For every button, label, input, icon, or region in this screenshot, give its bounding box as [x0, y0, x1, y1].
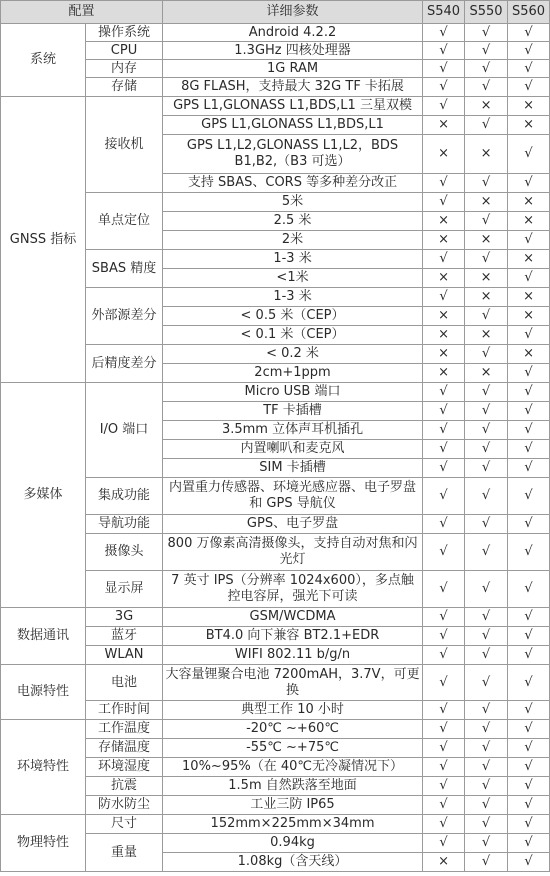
subcategory-cell: 尺寸	[86, 815, 163, 834]
mark-s560: √	[508, 364, 550, 383]
mark-s540: √	[423, 834, 465, 853]
detail-cell: GPS L1,GLONASS L1,BDS,L1	[163, 116, 423, 135]
subcategory-cell: CPU	[86, 42, 163, 60]
subcategory-cell: 内存	[86, 60, 163, 78]
detail-cell: Micro USB 端口	[163, 383, 423, 402]
mark-s540: √	[423, 24, 465, 42]
spec-body	[1, 24, 550, 872]
detail-cell: 工业三防 IP65	[163, 796, 423, 815]
detail-cell: 2cm+1ppm	[163, 364, 423, 383]
mark-s550: √	[465, 571, 508, 608]
mark-s540: √	[423, 701, 465, 720]
subcategory-cell: 单点定位	[86, 193, 163, 250]
detail-cell: GPS、电子罗盘	[163, 515, 423, 534]
detail-cell: 1-3 米	[163, 288, 423, 307]
subcategory-cell: 导航功能	[86, 515, 163, 534]
mark-s560: √	[508, 853, 550, 872]
mark-s550: ×	[465, 269, 508, 288]
detail-cell: -20℃ ~+60℃	[163, 720, 423, 739]
mark-s540: √	[423, 665, 465, 701]
mark-s560: √	[508, 459, 550, 478]
detail-cell: Android 4.2.2	[163, 24, 423, 42]
mark-s550: √	[465, 42, 508, 60]
detail-cell: WIFI 802.11 b/g/n	[163, 646, 423, 665]
detail-cell: TF 卡插槽	[163, 402, 423, 421]
mark-s540: √	[423, 720, 465, 739]
detail-cell: 3.5mm 立体声耳机插孔	[163, 421, 423, 440]
mark-s550: ×	[465, 231, 508, 250]
mark-s540: √	[423, 402, 465, 421]
mark-s540: √	[423, 288, 465, 307]
mark-s550: √	[465, 796, 508, 815]
spec-row	[1, 665, 550, 701]
mark-s540: √	[423, 97, 465, 116]
mark-s560: √	[508, 608, 550, 627]
mark-s540: √	[423, 815, 465, 834]
detail-cell: 800 万像素高清摄像头，支持自动对焦和闪光灯	[163, 534, 423, 571]
header-s550: S550	[465, 1, 508, 24]
mark-s550: √	[465, 250, 508, 269]
mark-s560: ×	[508, 345, 550, 364]
detail-cell: -55℃ ~+75℃	[163, 739, 423, 758]
detail-cell: GPS L1,L2,GLONASS L1,L2，BDS B1,B2,（B3 可选）	[163, 135, 423, 174]
mark-s540: √	[423, 60, 465, 78]
detail-cell: < 0.1 米（CEP）	[163, 326, 423, 345]
subcategory-cell: 防水防尘	[86, 796, 163, 815]
spec-row	[1, 815, 550, 834]
subcategory-cell: 集成功能	[86, 478, 163, 515]
mark-s540: ×	[423, 269, 465, 288]
subcategory-cell: 操作系统	[86, 24, 163, 42]
detail-cell: 内置重力传感器、环境光感应器、电子罗盘和 GPS 导航仪	[163, 478, 423, 515]
mark-s550: ×	[465, 326, 508, 345]
mark-s560: √	[508, 534, 550, 571]
mark-s550: √	[465, 78, 508, 97]
mark-s540: ×	[423, 326, 465, 345]
mark-s560: ×	[508, 288, 550, 307]
mark-s540: ×	[423, 853, 465, 872]
mark-s550: √	[465, 307, 508, 326]
mark-s550: √	[465, 478, 508, 515]
detail-cell: BT4.0 向下兼容 BT2.1+EDR	[163, 627, 423, 646]
mark-s540: √	[423, 421, 465, 440]
mark-s560: √	[508, 701, 550, 720]
mark-s560: ×	[508, 193, 550, 212]
mark-s560: √	[508, 665, 550, 701]
detail-cell: 0.94kg	[163, 834, 423, 853]
detail-cell: 支持 SBAS、CORS 等多种差分改正	[163, 174, 423, 193]
detail-cell: 1.08kg（含天线）	[163, 853, 423, 872]
mark-s560: √	[508, 777, 550, 796]
category-cell: 系统	[1, 24, 86, 97]
spec-row	[1, 720, 550, 739]
mark-s540: ×	[423, 307, 465, 326]
mark-s560: √	[508, 231, 550, 250]
detail-cell: 1.5m 自然跌落至地面	[163, 777, 423, 796]
detail-cell: < 0.5 米（CEP）	[163, 307, 423, 326]
mark-s540: √	[423, 739, 465, 758]
mark-s560: √	[508, 269, 550, 288]
mark-s560: √	[508, 796, 550, 815]
mark-s550: √	[465, 345, 508, 364]
mark-s540: √	[423, 646, 465, 665]
mark-s560: √	[508, 440, 550, 459]
mark-s540: ×	[423, 212, 465, 231]
mark-s560: √	[508, 402, 550, 421]
subcategory-cell: 显示屏	[86, 571, 163, 608]
category-cell: 数据通讯	[1, 608, 86, 665]
mark-s550: √	[465, 646, 508, 665]
mark-s550: ×	[465, 364, 508, 383]
subcategory-cell: 存储	[86, 78, 163, 97]
subcategory-cell: WLAN	[86, 646, 163, 665]
mark-s540: √	[423, 383, 465, 402]
detail-cell: GPS L1,GLONASS L1,BDS,L1 三星双模	[163, 97, 423, 116]
mark-s560: √	[508, 834, 550, 853]
mark-s560: ×	[508, 307, 550, 326]
spec-row	[1, 24, 550, 42]
mark-s540: √	[423, 193, 465, 212]
mark-s550: √	[465, 459, 508, 478]
mark-s540: √	[423, 627, 465, 646]
header-s560: S560	[508, 1, 550, 24]
subcategory-cell: 后精度差分	[86, 345, 163, 383]
mark-s550: √	[465, 383, 508, 402]
detail-cell: 典型工作 10 小时	[163, 701, 423, 720]
mark-s540: √	[423, 608, 465, 627]
mark-s540: √	[423, 250, 465, 269]
detail-cell: 2.5 米	[163, 212, 423, 231]
mark-s560: √	[508, 326, 550, 345]
mark-s550: √	[465, 701, 508, 720]
subcategory-cell: 抗震	[86, 777, 163, 796]
mark-s550: √	[465, 815, 508, 834]
mark-s550: ×	[465, 288, 508, 307]
mark-s540: √	[423, 515, 465, 534]
detail-cell: SIM 卡插槽	[163, 459, 423, 478]
subcategory-cell: 摄像头	[86, 534, 163, 571]
mark-s560: √	[508, 78, 550, 97]
mark-s560: √	[508, 135, 550, 174]
mark-s550: √	[465, 720, 508, 739]
mark-s550: √	[465, 212, 508, 231]
mark-s540: √	[423, 571, 465, 608]
mark-s550: √	[465, 24, 508, 42]
spec-row	[1, 608, 550, 627]
mark-s560: √	[508, 421, 550, 440]
detail-cell: 7 英寸 IPS（分辨率 1024x600），多点触控电容屏，强光下可读	[163, 571, 423, 608]
subcategory-cell: 工作时间	[86, 701, 163, 720]
category-cell: 电源特性	[1, 665, 86, 720]
mark-s550: ×	[465, 135, 508, 174]
mark-s560: √	[508, 42, 550, 60]
mark-s550: √	[465, 116, 508, 135]
mark-s550: √	[465, 627, 508, 646]
mark-s540: √	[423, 478, 465, 515]
mark-s560: √	[508, 60, 550, 78]
detail-cell: 1G RAM	[163, 60, 423, 78]
detail-cell: 10%~95%（在 40℃无冷凝情况下）	[163, 758, 423, 777]
mark-s540: √	[423, 459, 465, 478]
detail-cell: < 0.2 米	[163, 345, 423, 364]
mark-s560: √	[508, 627, 550, 646]
detail-cell: GSM/WCDMA	[163, 608, 423, 627]
mark-s560: √	[508, 478, 550, 515]
mark-s550: √	[465, 608, 508, 627]
mark-s550: √	[465, 421, 508, 440]
mark-s540: ×	[423, 345, 465, 364]
mark-s560: √	[508, 815, 550, 834]
subcategory-cell: 蓝牙	[86, 627, 163, 646]
subcategory-cell: 环境湿度	[86, 758, 163, 777]
detail-cell: 大容量锂聚合电池 7200mAH，3.7V，可更换	[163, 665, 423, 701]
mark-s560: √	[508, 739, 550, 758]
mark-s560: √	[508, 758, 550, 777]
category-cell: 环境特性	[1, 720, 86, 815]
mark-s560: √	[508, 646, 550, 665]
mark-s560: ×	[508, 250, 550, 269]
mark-s560: ×	[508, 116, 550, 135]
mark-s550: √	[465, 402, 508, 421]
mark-s540: √	[423, 42, 465, 60]
detail-cell: 5米	[163, 193, 423, 212]
mark-s560: ×	[508, 212, 550, 231]
mark-s550: √	[465, 853, 508, 872]
mark-s550: √	[465, 60, 508, 78]
header-row	[1, 1, 550, 24]
category-cell: 物理特性	[1, 815, 86, 872]
subcategory-cell: 存储温度	[86, 739, 163, 758]
mark-s540: ×	[423, 364, 465, 383]
mark-s540: √	[423, 777, 465, 796]
mark-s560: √	[508, 24, 550, 42]
mark-s550: √	[465, 834, 508, 853]
mark-s550: √	[465, 758, 508, 777]
mark-s550: ×	[465, 97, 508, 116]
mark-s540: √	[423, 440, 465, 459]
mark-s560: ×	[508, 97, 550, 116]
mark-s550: √	[465, 174, 508, 193]
mark-s540: ×	[423, 231, 465, 250]
spec-row	[1, 383, 550, 402]
detail-cell: 8G FLASH，支持最大 32G TF 卡拓展	[163, 78, 423, 97]
detail-cell: 内置喇叭和麦克风	[163, 440, 423, 459]
subcategory-cell: SBAS 精度	[86, 250, 163, 288]
mark-s540: √	[423, 174, 465, 193]
detail-cell: <1米	[163, 269, 423, 288]
mark-s540: ×	[423, 135, 465, 174]
header-config: 配置	[1, 1, 163, 24]
subcategory-cell: I/O 端口	[86, 383, 163, 478]
mark-s540: √	[423, 78, 465, 97]
spec-row	[1, 97, 550, 116]
mark-s540: ×	[423, 116, 465, 135]
detail-cell: 2米	[163, 231, 423, 250]
header-detail: 详细参数	[163, 1, 423, 24]
mark-s550: √	[465, 515, 508, 534]
mark-s560: √	[508, 383, 550, 402]
subcategory-cell: 外部源差分	[86, 288, 163, 345]
mark-s540: √	[423, 534, 465, 571]
mark-s560: √	[508, 720, 550, 739]
detail-cell: 1-3 米	[163, 250, 423, 269]
subcategory-cell: 3G	[86, 608, 163, 627]
mark-s550: √	[465, 665, 508, 701]
mark-s550: ×	[465, 193, 508, 212]
mark-s540: √	[423, 796, 465, 815]
subcategory-cell: 电池	[86, 665, 163, 701]
mark-s550: √	[465, 440, 508, 459]
mark-s550: √	[465, 777, 508, 796]
header-s540: S540	[423, 1, 465, 24]
mark-s560: √	[508, 571, 550, 608]
category-cell: GNSS 指标	[1, 97, 86, 383]
subcategory-cell: 接收机	[86, 97, 163, 193]
detail-cell: 1.3GHz 四核处理器	[163, 42, 423, 60]
mark-s560: √	[508, 515, 550, 534]
mark-s550: √	[465, 739, 508, 758]
category-cell: 多媒体	[1, 383, 86, 608]
mark-s560: √	[508, 174, 550, 193]
mark-s540: √	[423, 758, 465, 777]
detail-cell: 152mm×225mm×34mm	[163, 815, 423, 834]
subcategory-cell: 工作温度	[86, 720, 163, 739]
mark-s550: √	[465, 534, 508, 571]
subcategory-cell: 重量	[86, 834, 163, 872]
